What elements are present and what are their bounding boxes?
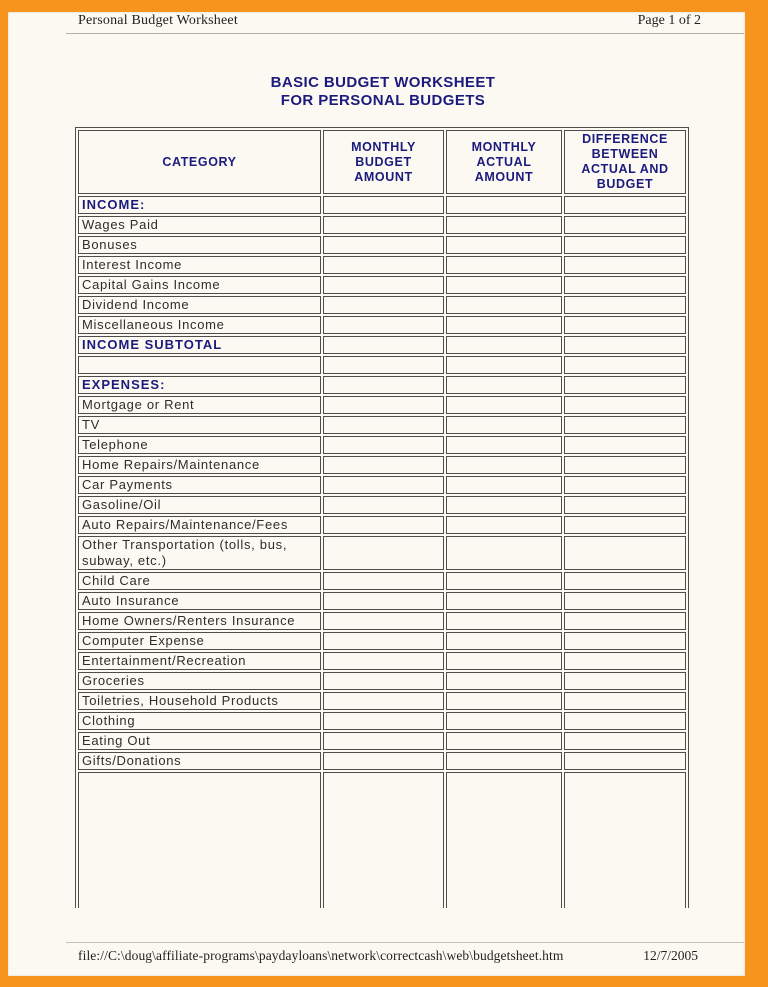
table-row — [78, 772, 686, 908]
category-cell: INCOME SUBTOTAL — [78, 336, 321, 354]
budget-amount-cell — [323, 436, 444, 454]
table-row — [78, 712, 686, 730]
difference-cell — [564, 316, 686, 334]
budget-amount-cell — [323, 316, 444, 334]
actual-amount-cell — [446, 456, 562, 474]
category-cell: Entertainment/Recreation — [78, 652, 321, 670]
footer-date: 12/7/2005 — [643, 948, 698, 963]
budget-amount-cell — [323, 516, 444, 534]
category-cell: Groceries — [78, 672, 321, 690]
category-cell: Eating Out — [78, 732, 321, 750]
budget-amount-cell — [323, 276, 444, 294]
difference-cell — [564, 732, 686, 750]
table-row — [78, 592, 686, 610]
difference-cell — [564, 236, 686, 254]
difference-cell — [564, 536, 686, 570]
category-cell: Bonuses — [78, 236, 321, 254]
actual-amount-cell — [446, 196, 562, 214]
page-header-title: Personal Budget Worksheet — [78, 13, 238, 28]
difference-cell — [564, 416, 686, 434]
actual-amount-cell — [446, 376, 562, 394]
actual-amount-cell — [446, 772, 562, 908]
table-row — [78, 516, 686, 534]
table-row — [78, 732, 686, 750]
budget-amount-cell — [323, 712, 444, 730]
table-row — [78, 336, 686, 354]
category-cell: INCOME: — [78, 196, 321, 214]
category-cell: Home Owners/Renters Insurance — [78, 612, 321, 630]
category-cell: Computer Expense — [78, 632, 321, 650]
budget-amount-cell — [323, 692, 444, 710]
table-row — [78, 632, 686, 650]
category-cell: Other Transportation (tolls, bus, subway, etc.) — [78, 536, 321, 570]
actual-amount-cell — [446, 476, 562, 494]
category-cell: Auto Repairs/Maintenance/Fees — [78, 516, 321, 534]
footer-file-path: file://C:\doug\affiliate-programs\paydayloans\network\correctcash\web\budgetsheet.htm — [78, 948, 564, 963]
column-header-monthly-budget: MONTHLY BUDGET AMOUNT — [323, 130, 444, 194]
actual-amount-cell — [446, 672, 562, 690]
budget-amount-cell — [323, 772, 444, 908]
difference-cell — [564, 296, 686, 314]
difference-cell — [564, 436, 686, 454]
column-header-category: CATEGORY — [78, 130, 321, 194]
budget-amount-cell — [323, 592, 444, 610]
actual-amount-cell — [446, 436, 562, 454]
difference-cell — [564, 692, 686, 710]
category-cell: EXPENSES: — [78, 376, 321, 394]
table-row — [78, 672, 686, 690]
difference-cell — [564, 572, 686, 590]
actual-amount-cell — [446, 216, 562, 234]
budget-amount-cell — [323, 216, 444, 234]
category-cell: Miscellaneous Income — [78, 316, 321, 334]
category-cell: Child Care — [78, 572, 321, 590]
category-cell: Interest Income — [78, 256, 321, 274]
category-cell: Wages Paid — [78, 216, 321, 234]
difference-cell — [564, 672, 686, 690]
table-row — [78, 752, 686, 770]
column-header-difference: DIFFERENCE BETWEEN ACTUAL AND BUDGET — [564, 130, 686, 194]
budget-amount-cell — [323, 572, 444, 590]
actual-amount-cell — [446, 692, 562, 710]
worksheet-title-line1: BASIC BUDGET WORKSHEET — [270, 74, 496, 91]
budget-amount-cell — [323, 536, 444, 570]
budget-amount-cell — [323, 652, 444, 670]
budget-amount-cell — [323, 396, 444, 414]
actual-amount-cell — [446, 396, 562, 414]
category-cell: Clothing — [78, 712, 321, 730]
difference-cell — [564, 456, 686, 474]
budget-amount-cell — [323, 672, 444, 690]
page-number: Page 1 of 2 — [637, 13, 701, 28]
budget-amount-cell — [323, 376, 444, 394]
actual-amount-cell — [446, 752, 562, 770]
difference-cell — [564, 772, 686, 908]
actual-amount-cell — [446, 256, 562, 274]
table-row — [78, 652, 686, 670]
difference-cell — [564, 396, 686, 414]
category-cell: Gasoline/Oil — [78, 496, 321, 514]
difference-cell — [564, 752, 686, 770]
difference-cell — [564, 592, 686, 610]
actual-amount-cell — [446, 356, 562, 374]
actual-amount-cell — [446, 592, 562, 610]
table-row — [78, 276, 686, 294]
actual-amount-cell — [446, 416, 562, 434]
table-row — [78, 256, 686, 274]
actual-amount-cell — [446, 496, 562, 514]
category-cell: Car Payments — [78, 476, 321, 494]
difference-cell — [564, 216, 686, 234]
difference-cell — [564, 712, 686, 730]
difference-cell — [564, 356, 686, 374]
difference-cell — [564, 516, 686, 534]
budget-amount-cell — [323, 256, 444, 274]
difference-cell — [564, 336, 686, 354]
actual-amount-cell — [446, 572, 562, 590]
budget-amount-cell — [323, 752, 444, 770]
table-row — [78, 476, 686, 494]
budget-amount-cell — [323, 732, 444, 750]
actual-amount-cell — [446, 612, 562, 630]
actual-amount-cell — [446, 516, 562, 534]
actual-amount-cell — [446, 276, 562, 294]
category-cell — [78, 356, 321, 374]
table-row — [78, 376, 686, 394]
difference-cell — [564, 652, 686, 670]
table-row — [78, 536, 686, 570]
budget-amount-cell — [323, 196, 444, 214]
category-cell: Dividend Income — [78, 296, 321, 314]
category-cell: Auto Insurance — [78, 592, 321, 610]
table-row — [78, 436, 686, 454]
budget-table — [75, 127, 689, 908]
budget-amount-cell — [323, 416, 444, 434]
budget-amount-cell — [323, 356, 444, 374]
worksheet-title — [76, 74, 690, 110]
difference-cell — [564, 476, 686, 494]
category-cell: Telephone — [78, 436, 321, 454]
actual-amount-cell — [446, 712, 562, 730]
difference-cell — [564, 196, 686, 214]
table-row — [78, 692, 686, 710]
table-row — [78, 612, 686, 630]
worksheet-title-line2: FOR PERSONAL BUDGETS — [280, 92, 486, 109]
difference-cell — [564, 496, 686, 514]
budget-amount-cell — [323, 612, 444, 630]
category-cell: TV — [78, 416, 321, 434]
footer-divider — [66, 942, 744, 943]
table-header-row — [78, 130, 686, 194]
actual-amount-cell — [446, 732, 562, 750]
budget-amount-cell — [323, 456, 444, 474]
table-row — [78, 572, 686, 590]
actual-amount-cell — [446, 632, 562, 650]
document-page — [8, 12, 745, 976]
budget-amount-cell — [323, 496, 444, 514]
table-row — [78, 416, 686, 434]
table-row — [78, 196, 686, 214]
difference-cell — [564, 256, 686, 274]
table-row — [78, 296, 686, 314]
difference-cell — [564, 376, 686, 394]
difference-cell — [564, 612, 686, 630]
column-header-monthly-actual: MONTHLY ACTUAL AMOUNT — [446, 130, 562, 194]
actual-amount-cell — [446, 652, 562, 670]
table-row — [78, 216, 686, 234]
table-row — [78, 496, 686, 514]
budget-amount-cell — [323, 476, 444, 494]
difference-cell — [564, 632, 686, 650]
actual-amount-cell — [446, 336, 562, 354]
table-row — [78, 396, 686, 414]
header-divider — [66, 33, 744, 34]
actual-amount-cell — [446, 316, 562, 334]
actual-amount-cell — [446, 236, 562, 254]
budget-amount-cell — [323, 296, 444, 314]
actual-amount-cell — [446, 536, 562, 570]
category-cell: Mortgage or Rent — [78, 396, 321, 414]
table-row — [78, 356, 686, 374]
table-row — [78, 236, 686, 254]
budget-amount-cell — [323, 632, 444, 650]
category-cell: Gifts/Donations — [78, 752, 321, 770]
category-cell: Toiletries, Household Products — [78, 692, 321, 710]
category-cell — [78, 772, 321, 908]
difference-cell — [564, 276, 686, 294]
table-row — [78, 456, 686, 474]
category-cell: Home Repairs/Maintenance — [78, 456, 321, 474]
budget-amount-cell — [323, 236, 444, 254]
budget-amount-cell — [323, 336, 444, 354]
actual-amount-cell — [446, 296, 562, 314]
category-cell: Capital Gains Income — [78, 276, 321, 294]
table-row — [78, 316, 686, 334]
budget-table-container — [75, 127, 693, 908]
